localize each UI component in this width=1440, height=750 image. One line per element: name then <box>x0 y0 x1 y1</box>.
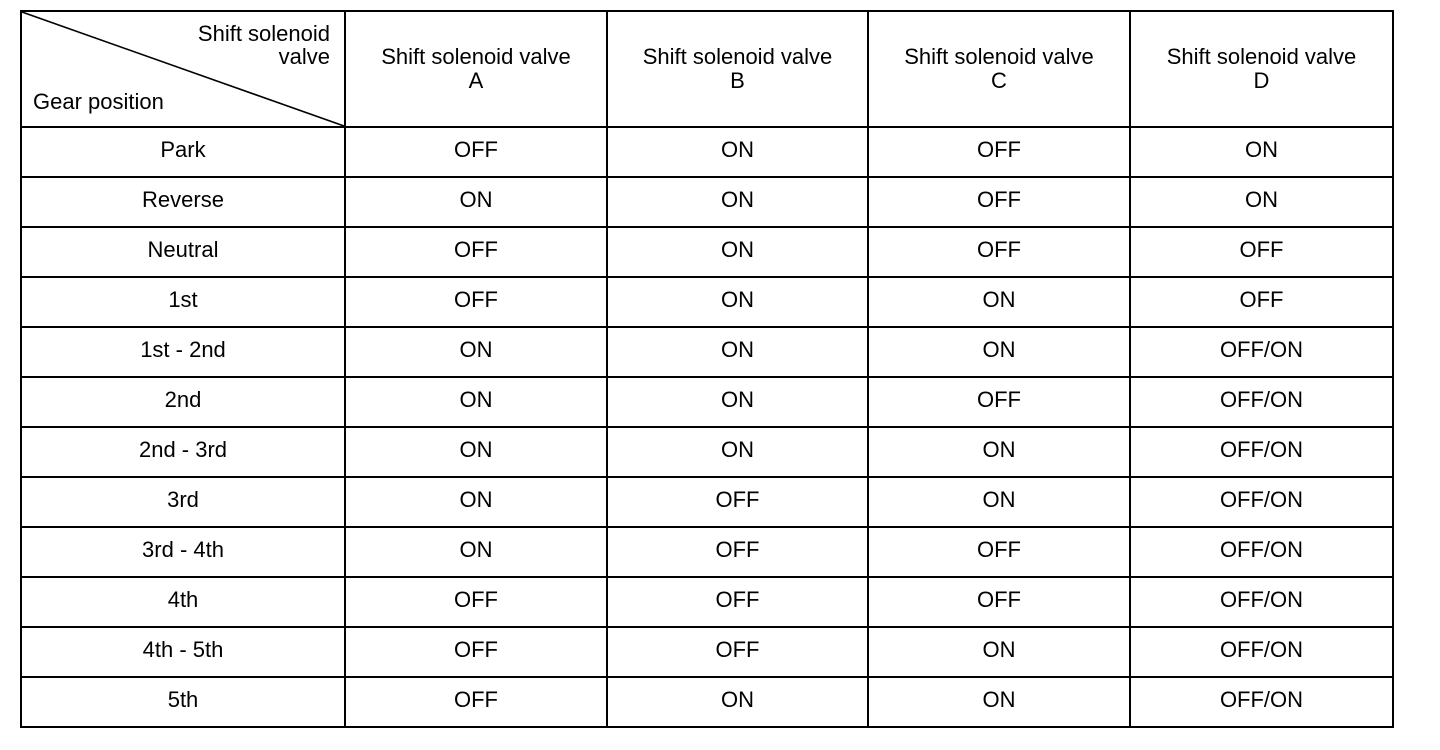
valve-a-state: ON <box>345 327 607 377</box>
valve-c-state: OFF <box>868 127 1130 177</box>
valve-b-state: OFF <box>607 527 868 577</box>
valve-a-state: OFF <box>345 127 607 177</box>
valve-c-state: OFF <box>868 177 1130 227</box>
table-row <box>21 627 1393 677</box>
valve-a-state: ON <box>345 527 607 577</box>
valve-a-state: ON <box>345 377 607 427</box>
valve-b-state: ON <box>607 677 868 727</box>
table-row <box>21 677 1393 727</box>
gear-position-cell: 1st <box>21 277 345 327</box>
table-row <box>21 227 1393 277</box>
column-header-line1: Shift solenoid valve <box>1166 44 1357 69</box>
valve-c-state: ON <box>868 677 1130 727</box>
table-row <box>21 177 1393 227</box>
valve-c-state: OFF <box>868 377 1130 427</box>
column-header-line2: D <box>1253 68 1270 93</box>
gear-position-cell: 4th - 5th <box>21 627 345 677</box>
valve-b-state: ON <box>607 377 868 427</box>
column-header-valve-b <box>607 11 868 127</box>
valve-d-state: OFF/ON <box>1130 377 1393 427</box>
valve-d-state: OFF <box>1130 277 1393 327</box>
valve-b-state: ON <box>607 277 868 327</box>
table-row <box>21 327 1393 377</box>
column-header-line2: C <box>991 68 1007 93</box>
valve-c-state: ON <box>868 477 1130 527</box>
column-header-line1: Shift solenoid valve <box>381 44 571 69</box>
gear-position-cell: 4th <box>21 577 345 627</box>
gear-position-cell: 2nd <box>21 377 345 427</box>
gear-position-cell: Neutral <box>21 227 345 277</box>
table-row <box>21 527 1393 577</box>
valve-d-state: OFF/ON <box>1130 627 1393 677</box>
valve-d-state: OFF/ON <box>1130 327 1393 377</box>
gear-position-cell: 3rd - 4th <box>21 527 345 577</box>
valve-a-state: ON <box>345 177 607 227</box>
shift-solenoid-table <box>20 10 1394 728</box>
corner-header-cell <box>21 11 345 127</box>
table-row <box>21 427 1393 477</box>
valve-c-state: ON <box>868 627 1130 677</box>
table-body <box>21 127 1393 727</box>
table-header-row <box>21 11 1393 127</box>
corner-column-label-line1: Shift solenoid <box>197 21 330 46</box>
valve-c-state: OFF <box>868 227 1130 277</box>
valve-b-state: ON <box>607 227 868 277</box>
table-row <box>21 277 1393 327</box>
valve-c-state: OFF <box>868 577 1130 627</box>
valve-b-state: OFF <box>607 477 868 527</box>
valve-d-state: OFF/ON <box>1130 427 1393 477</box>
valve-d-state: OFF/ON <box>1130 527 1393 577</box>
valve-a-state: OFF <box>345 677 607 727</box>
column-header-line2: A <box>468 68 484 93</box>
valve-d-state: OFF/ON <box>1130 577 1393 627</box>
table-row <box>21 377 1393 427</box>
valve-a-state: OFF <box>345 277 607 327</box>
valve-b-state: OFF <box>607 627 868 677</box>
column-header-line1: Shift solenoid valve <box>904 44 1094 69</box>
gear-position-cell: 1st - 2nd <box>21 327 345 377</box>
column-header-line2: B <box>730 68 745 93</box>
valve-c-state: ON <box>868 277 1130 327</box>
gear-position-cell: 2nd - 3rd <box>21 427 345 477</box>
valve-a-state: ON <box>345 477 607 527</box>
valve-d-state: ON <box>1130 127 1393 177</box>
valve-b-state: ON <box>607 127 868 177</box>
corner-column-label-line2: valve <box>278 44 330 69</box>
table-row <box>21 127 1393 177</box>
valve-d-state: ON <box>1130 177 1393 227</box>
column-header-line1: Shift solenoid valve <box>642 44 833 69</box>
valve-b-state: ON <box>607 177 868 227</box>
table-row <box>21 477 1393 527</box>
corner-column-label <box>198 22 330 68</box>
valve-d-state: OFF/ON <box>1130 677 1393 727</box>
valve-c-state: ON <box>868 427 1130 477</box>
valve-a-state: OFF <box>345 227 607 277</box>
valve-c-state: ON <box>868 327 1130 377</box>
valve-a-state: OFF <box>345 577 607 627</box>
gear-position-cell: 3rd <box>21 477 345 527</box>
gear-position-cell: Park <box>21 127 345 177</box>
valve-d-state: OFF/ON <box>1130 477 1393 527</box>
valve-a-state: ON <box>345 427 607 477</box>
corner-row-label: Gear position <box>33 89 164 114</box>
column-header-valve-c <box>868 11 1130 127</box>
column-header-valve-a <box>345 11 607 127</box>
table-row <box>21 577 1393 627</box>
gear-position-cell: 5th <box>21 677 345 727</box>
valve-b-state: OFF <box>607 577 868 627</box>
valve-d-state: OFF <box>1130 227 1393 277</box>
valve-b-state: ON <box>607 327 868 377</box>
valve-a-state: OFF <box>345 627 607 677</box>
valve-b-state: ON <box>607 427 868 477</box>
gear-position-cell: Reverse <box>21 177 345 227</box>
valve-c-state: OFF <box>868 527 1130 577</box>
column-header-valve-d <box>1130 11 1393 127</box>
